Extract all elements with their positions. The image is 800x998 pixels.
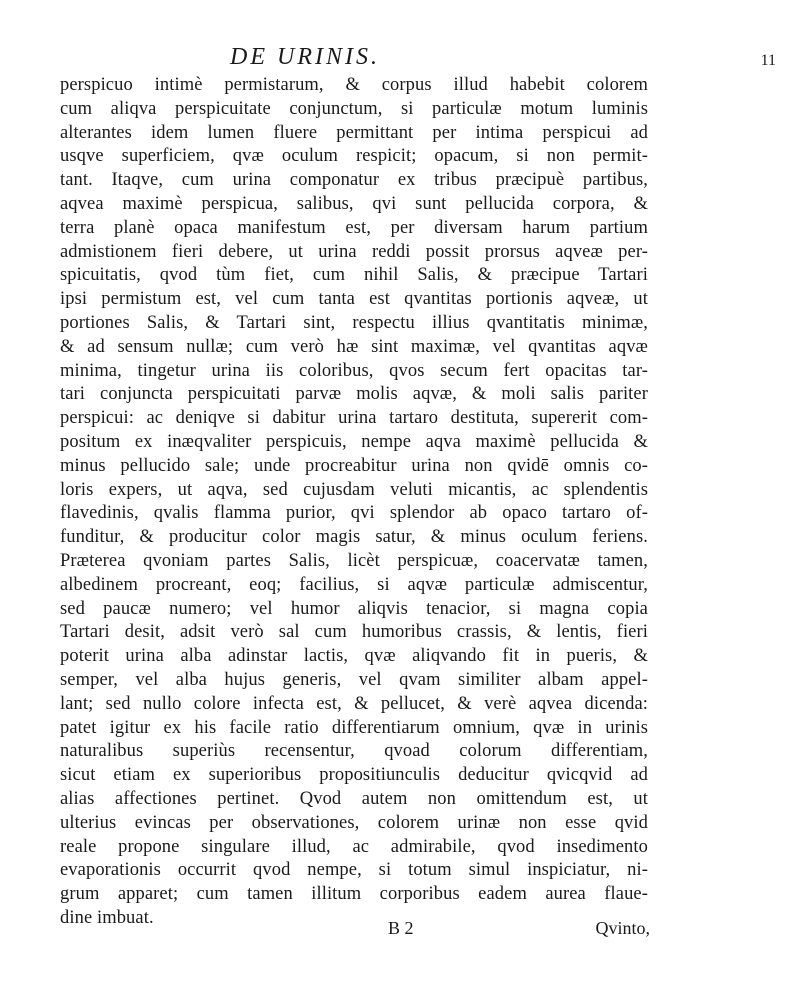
text-line: grum apparet; cum tamen illitum corporibus eadem aurea flaue-: [60, 884, 648, 905]
text-line: & ad sensum nullæ; cum verò hæ sint maximæ, vel qvantitas aqvæ: [60, 336, 648, 357]
text-line: loris expers, ut aqva, sed cujusdam veluti micantis, ac splendentis: [60, 479, 648, 500]
text-line: lant; sed nullo colore infecta est, & pellucet, & verè aqvea dicenda:: [60, 693, 648, 714]
text-line: positum ex inæqvaliter perspicuis, nempe aqva maximè pellucida &: [60, 431, 648, 452]
text-line: patet igitur ex his facile ratio differentiarum omnium, qvæ in urinis: [60, 717, 648, 738]
catchword: Qvinto,: [595, 918, 650, 938]
text-line: terra planè opaca manifestum est, per diversam harum partium: [60, 217, 648, 238]
text-line: alterantes idem lumen fluere permittant per intima perspicui ad: [60, 122, 648, 143]
text-line: usqve superficiem, qvæ oculum respicit; opacum, si non permit-: [60, 146, 648, 167]
text-line: perspicuo intimè permistarum, & corpus illud habebit colorem: [60, 75, 648, 95]
text-line-last: dine imbuat.: [60, 907, 154, 928]
text-line: naturalibus superiùs recensentur, qvoad colorum differentiam,: [60, 741, 648, 762]
text-line: ipsi permistum est, vel cum tanta est qvantitas portionis aqveæ, ut: [60, 289, 648, 310]
text-line: funditur, & producitur color magis satur, & minus oculum feriens.: [60, 527, 648, 548]
text-line: cum aliqva perspicuitate conjunctum, si particulæ motum luminis: [60, 98, 648, 119]
signature-mark: B 2: [388, 918, 414, 938]
text-line: reale propone singulare illud, ac admirabile, qvod insedimento: [60, 836, 648, 857]
text-line: aqvea maximè perspicua, salibus, qvi sunt pellucida corpora, &: [60, 193, 648, 214]
text-line: Tartari desit, adsit verò sal cum humoribus crassis, & lentis, fieri: [60, 622, 648, 643]
text-line: perspicui: ac deniqve si dabitur urina tartaro destituta, supererit com-: [60, 408, 648, 429]
page-number: 11: [760, 52, 776, 69]
text-line: sicut etiam ex superioribus propositiunculis deducitur qvicqvid ad: [60, 765, 648, 786]
text-line: alias affectiones pertinet. Qvod autem non omittendum est, ut: [60, 788, 648, 809]
text-line: Præterea qvoniam partes Salis, licèt perspicuæ, coacervatæ tamen,: [60, 550, 648, 571]
text-line: minus pellucido sale; unde procreabitur urina non qvidē omnis co-: [60, 455, 648, 476]
text-line: evaporationis occurrit qvod nempe, si totum simul inspiciatur, ni-: [60, 860, 648, 881]
body-text: [60, 74, 648, 931]
text-line: minima, tingetur urina iis coloribus, qvos secum fert opacitas tar-: [60, 360, 648, 381]
running-head: [0, 44, 800, 74]
text-line: portiones Salis, & Tartari sint, respectu illius qvantitatis minimæ,: [60, 312, 648, 333]
text-line: semper, vel alba hujus generis, vel qvam similiter albam appel-: [60, 669, 648, 690]
text-line: flavedinis, qvalis flamma purior, qvi splendor ab opaco tartaro of-: [60, 503, 648, 524]
text-line: ulterius evincas per observationes, colorem urinæ non esse qvid: [60, 812, 648, 833]
text-line: albedinem procreant, eoq; facilius, si aqvæ particulæ admiscentur,: [60, 574, 648, 595]
text-line: admistionem fieri debere, ut urina reddi possit prorsus aqveæ per-: [60, 241, 648, 262]
text-line: sed paucæ numero; vel humor aliqvis tenacior, si magna copia: [60, 598, 648, 619]
text-line: tari conjuncta perspicuitati parvæ molis aqvæ, & moli salis pariter: [60, 384, 648, 405]
running-title: DE URINIS.: [230, 44, 380, 70]
text-line: tant. Itaqve, cum urina componatur ex tribus præcipuè partibus,: [60, 170, 648, 191]
text-line: poterit urina alba adinstar lactis, qvæ aliqvando fit in pueris, &: [60, 646, 648, 667]
text-line: spicuitatis, qvod tùm fiet, cum nihil Salis, & præcipue Tartari: [60, 265, 648, 286]
